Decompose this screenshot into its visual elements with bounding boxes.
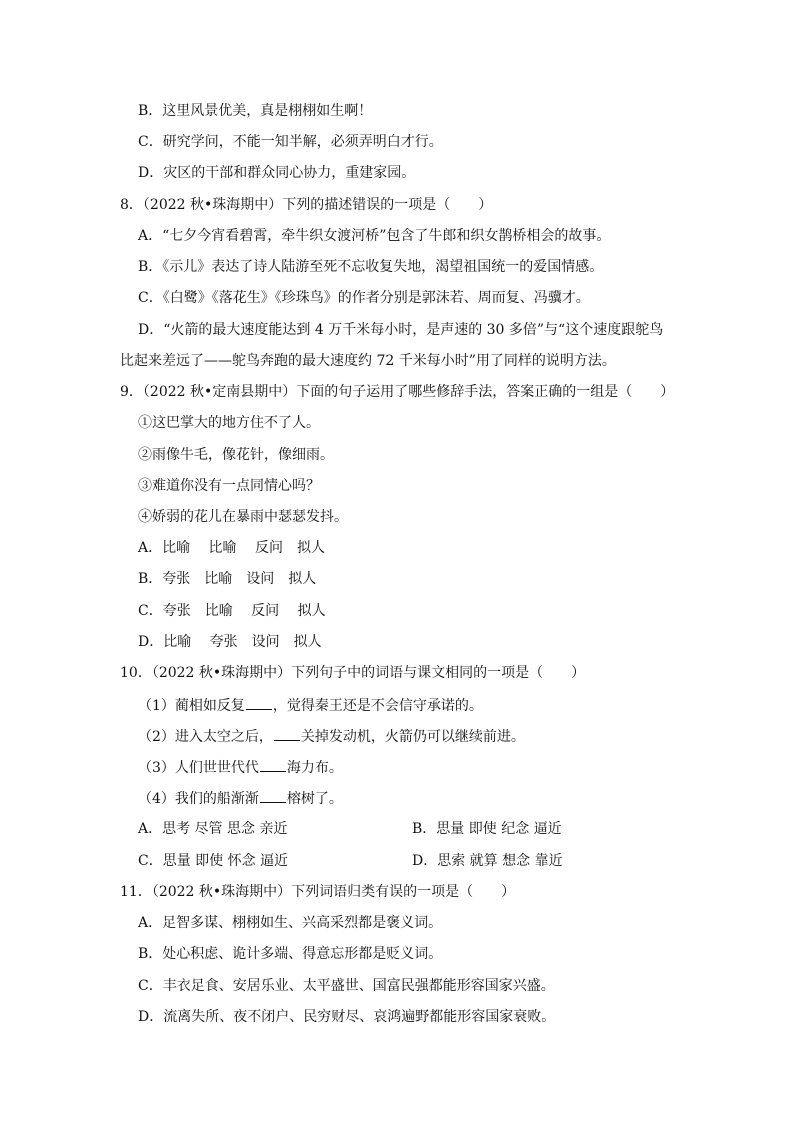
q11-option-a: A．足智多谋、栩栩如生、兴高采烈都是褒义词。 (138, 915, 443, 931)
fill-blank (260, 757, 286, 772)
q10-sentence-1-before: （1）蔺相如反复 (138, 698, 245, 714)
q10-sentence-3 (138, 757, 343, 777)
q8-option-d: D．“火箭的最大速度能达到 4 万千米每小时，是声速的 30 多倍”与“这个速度跟鸵鸟 (138, 322, 664, 338)
q11-option-d: D．流离失所、夜不闭户、民穷财尽、哀鸿遍野都能形容国家衰败。 (138, 1009, 556, 1025)
q9-option-c: C．夸张 比喻 反问 拟人 (138, 603, 326, 619)
q10-sentence-2-after: 关掉发动机，火箭仍可以继续前进。 (300, 729, 525, 745)
q10-sentence-2-before: （2）进入太空之后， (138, 729, 273, 745)
q8-option-d-continued: 比起来差远了——鸵鸟奔跑的最大速度约 72 千米每小时”用了同样的说明方法。 (120, 353, 616, 369)
fill-blank (246, 695, 272, 710)
q10-sentence-2 (138, 726, 525, 746)
q10-option-d: D．思索 就算 想念 靠近 (412, 853, 563, 869)
q8-option-c: C．《白鹭》《落花生》《珍珠鸟》的作者分别是郭沫若、周而复、冯骥才。 (138, 290, 590, 306)
q11-option-c: C．丰衣足食、安居乐业、太平盛世、国富民强都能形容国家兴盛。 (138, 978, 555, 994)
q10-sentence-1 (138, 695, 483, 715)
q8-option-b: B．《示儿》表达了诗人陆游至死不忘收复失地，渴望祖国统一的爱国情感。 (138, 259, 604, 275)
q9-sentence-3: ③难道你没有一点同情心吗？ (138, 478, 320, 494)
q9-sentence-2: ②雨像牛毛，像花针，像细雨。 (138, 447, 334, 463)
q10-option-a: A．思考 尽管 思念 亲近 (138, 821, 288, 837)
q9-sentence-4: ④娇弱的花儿在暴雨中瑟瑟发抖。 (138, 509, 348, 525)
q10-sentence-4-after: 榕树了。 (286, 791, 343, 807)
question-11-stem: 11．（2022 秋•珠海期中）下列词语归类有误的一项是（ ） (120, 884, 516, 900)
q10-sentence-4 (138, 788, 343, 808)
option-b: B．这里风景优美，真是栩栩如生啊！ (138, 103, 373, 119)
q8-option-a: A．“七夕今宵看碧霄，牵牛织女渡河桥”包含了牛郎和织女鹊桥相会的故事。 (138, 228, 611, 244)
option-c: C．研究学问，不能一知半解，必须弄明白才行。 (138, 134, 443, 150)
question-10-stem: 10．（2022 秋•珠海期中）下列句子中的词语与课文相同的一项是（ ） (120, 665, 586, 681)
q11-option-b: B．处心积虑、诡计多端、得意忘形都是贬义词。 (138, 946, 443, 962)
fill-blank (260, 788, 286, 803)
q9-option-d: D．比喻 夸张 设问 拟人 (138, 634, 322, 650)
q10-sentence-1-after: ，觉得秦王还是不会信守承诺的。 (272, 698, 483, 714)
q10-option-b: B．思量 即使 纪念 逼近 (412, 821, 562, 837)
q9-option-a: A．比喻 比喻 反问 拟人 (138, 540, 326, 556)
q10-sentence-4-before: （4）我们的船渐渐 (138, 791, 259, 807)
q9-sentence-1: ①这巴掌大的地方住不了人。 (138, 415, 320, 431)
question-9-stem: 9．（2022 秋•定南县期中）下面的句子运用了哪些修辞手法，答案正确的一组是（ ） (120, 384, 675, 400)
fill-blank (274, 726, 300, 741)
question-8-stem: 8．（2022 秋•珠海期中）下列的描述错误的一项是（ ） (120, 197, 493, 213)
q10-sentence-3-before: （3）人们世世代代 (138, 760, 259, 776)
q10-sentence-3-after: 海力布。 (286, 760, 343, 776)
q10-option-c: C．思量 即使 怀念 逼近 (138, 853, 289, 869)
option-d: D．灾区的干部和群众同心协力，重建家园。 (138, 165, 416, 181)
q9-option-b: B．夸张 比喻 设问 拟人 (138, 571, 317, 587)
